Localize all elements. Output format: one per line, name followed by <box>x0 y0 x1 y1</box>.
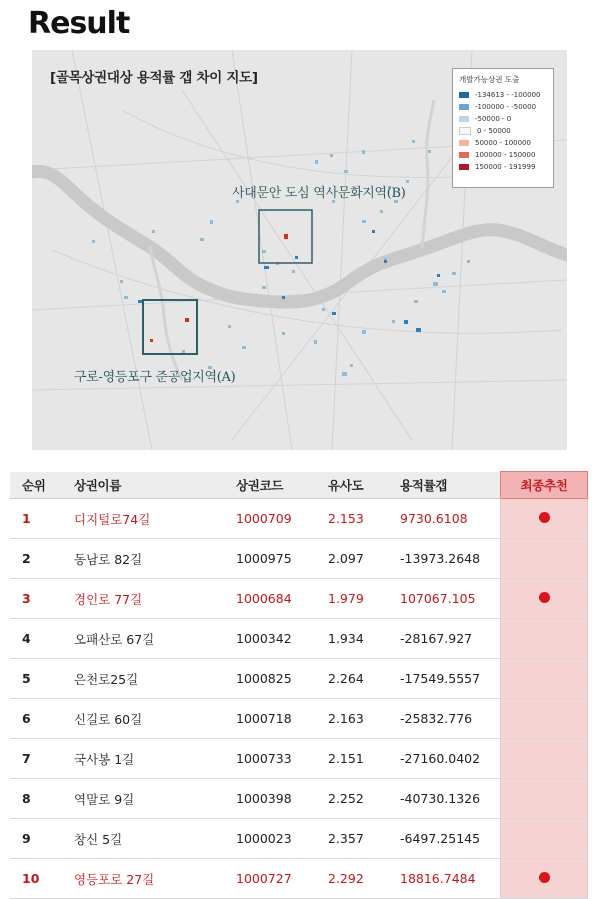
name-cell: 동남로 82길 <box>62 539 224 579</box>
table-row <box>10 539 588 579</box>
legend-label: 50000 - 100000 <box>475 139 531 147</box>
table-row <box>10 699 588 739</box>
table-row <box>10 579 588 619</box>
legend-swatch <box>459 152 469 158</box>
legend-item <box>459 89 547 101</box>
gap-cell: -28167.927 <box>388 619 501 659</box>
page-heading: Result <box>28 6 130 41</box>
gap-cell: 107067.105 <box>388 579 501 619</box>
table-row <box>10 619 588 659</box>
map-title: [골목상권대상 용적률 갭 차이 지도] <box>50 70 258 86</box>
table-row <box>10 819 588 859</box>
gap-map <box>32 50 567 450</box>
legend-swatch <box>459 92 469 98</box>
result-table <box>10 471 588 899</box>
header-similarity: 유사도 <box>316 472 388 499</box>
gap-cell: -40730.1326 <box>388 779 501 819</box>
gap-cell: -13973.2648 <box>388 539 501 579</box>
gap-cell: -25832.776 <box>388 699 501 739</box>
code-cell: 1000733 <box>224 739 316 779</box>
legend-label: -134613 - -100000 <box>475 91 541 99</box>
legend-label: 0 - 50000 <box>477 127 511 135</box>
header-rank: 순위 <box>10 472 62 499</box>
table-row <box>10 499 588 539</box>
name-cell: 오패산로 67길 <box>62 619 224 659</box>
legend-swatch <box>459 164 469 170</box>
recommended-dot-icon <box>539 592 550 603</box>
code-cell: 1000342 <box>224 619 316 659</box>
legend-item <box>459 137 547 149</box>
gap-cell: 18816.7484 <box>388 859 501 899</box>
recommended-dot-icon <box>539 872 550 883</box>
legend-swatch <box>459 127 471 135</box>
recommended-cell <box>501 819 588 859</box>
similarity-cell: 2.151 <box>316 739 388 779</box>
legend-title: 개발가능상권 도출 <box>459 75 520 84</box>
gap-cell: 9730.6108 <box>388 499 501 539</box>
legend-items <box>459 89 547 173</box>
legend-item <box>459 161 547 173</box>
header-recommended: 최종추천 <box>501 472 588 499</box>
recommended-cell <box>501 699 588 739</box>
similarity-cell: 2.264 <box>316 659 388 699</box>
code-cell: 1000709 <box>224 499 316 539</box>
recommended-cell <box>501 579 588 619</box>
header-name: 상권이름 <box>62 472 224 499</box>
code-cell: 1000023 <box>224 819 316 859</box>
jungnang-stream <box>422 100 434 249</box>
table-row <box>10 859 588 899</box>
legend-swatch <box>459 104 469 110</box>
name-cell: 신길로 60길 <box>62 699 224 739</box>
legend-label: 150000 - 191999 <box>475 163 536 171</box>
recommended-cell <box>501 659 588 699</box>
similarity-cell: 2.153 <box>316 499 388 539</box>
code-cell: 1000718 <box>224 699 316 739</box>
similarity-cell: 2.252 <box>316 779 388 819</box>
legend-item <box>459 149 547 161</box>
rank-cell: 1 <box>10 499 62 539</box>
legend-swatch <box>459 140 469 146</box>
recommended-dot-icon <box>539 512 550 523</box>
legend-label: -50000 - 0 <box>475 115 512 123</box>
code-cell: 1000975 <box>224 539 316 579</box>
recommended-cell <box>501 619 588 659</box>
legend-swatch <box>459 116 469 122</box>
rank-cell: 9 <box>10 819 62 859</box>
name-cell: 은천로25길 <box>62 659 224 699</box>
recommended-cell <box>501 539 588 579</box>
similarity-cell: 2.163 <box>316 699 388 739</box>
table-row <box>10 739 588 779</box>
similarity-cell: 2.357 <box>316 819 388 859</box>
similarity-cell: 2.097 <box>316 539 388 579</box>
gap-cell: -17549.5557 <box>388 659 501 699</box>
code-cell: 1000398 <box>224 779 316 819</box>
code-cell: 1000727 <box>224 859 316 899</box>
legend-item <box>459 101 547 113</box>
area-b-label: 사대문안 도심 역사문화지역(B) <box>232 186 406 201</box>
name-cell: 영등포로 27길 <box>62 859 224 899</box>
recommended-cell <box>501 859 588 899</box>
table-body <box>10 499 588 899</box>
name-cell: 국사봉 1길 <box>62 739 224 779</box>
name-cell: 창신 5길 <box>62 819 224 859</box>
rank-cell: 3 <box>10 579 62 619</box>
rank-cell: 5 <box>10 659 62 699</box>
recommended-cell <box>501 739 588 779</box>
legend-label: 100000 - 150000 <box>475 151 536 159</box>
gap-cell: -27160.0402 <box>388 739 501 779</box>
similarity-cell: 2.292 <box>316 859 388 899</box>
similarity-cell: 1.934 <box>316 619 388 659</box>
table-header-row <box>10 472 588 499</box>
name-cell: 역말로 9길 <box>62 779 224 819</box>
legend-label: -100000 - -50000 <box>475 103 537 111</box>
rank-cell: 8 <box>10 779 62 819</box>
gap-cell: -6497.25145 <box>388 819 501 859</box>
rank-cell: 6 <box>10 699 62 739</box>
legend-item <box>459 125 547 137</box>
table-row <box>10 659 588 699</box>
recommended-cell <box>501 499 588 539</box>
rank-cell: 10 <box>10 859 62 899</box>
header-gap: 용적률갭 <box>388 472 501 499</box>
code-cell: 1000825 <box>224 659 316 699</box>
recommended-cell <box>501 779 588 819</box>
name-cell: 디지털로74길 <box>62 499 224 539</box>
rank-cell: 4 <box>10 619 62 659</box>
map-legend <box>452 68 554 188</box>
table-row <box>10 779 588 819</box>
header-code: 상권코드 <box>224 472 316 499</box>
rank-cell: 7 <box>10 739 62 779</box>
area-a-label: 구로-영등포구 준공업지역(A) <box>74 370 236 385</box>
similarity-cell: 1.979 <box>316 579 388 619</box>
name-cell: 경인로 77길 <box>62 579 224 619</box>
rank-cell: 2 <box>10 539 62 579</box>
legend-item <box>459 113 547 125</box>
code-cell: 1000684 <box>224 579 316 619</box>
